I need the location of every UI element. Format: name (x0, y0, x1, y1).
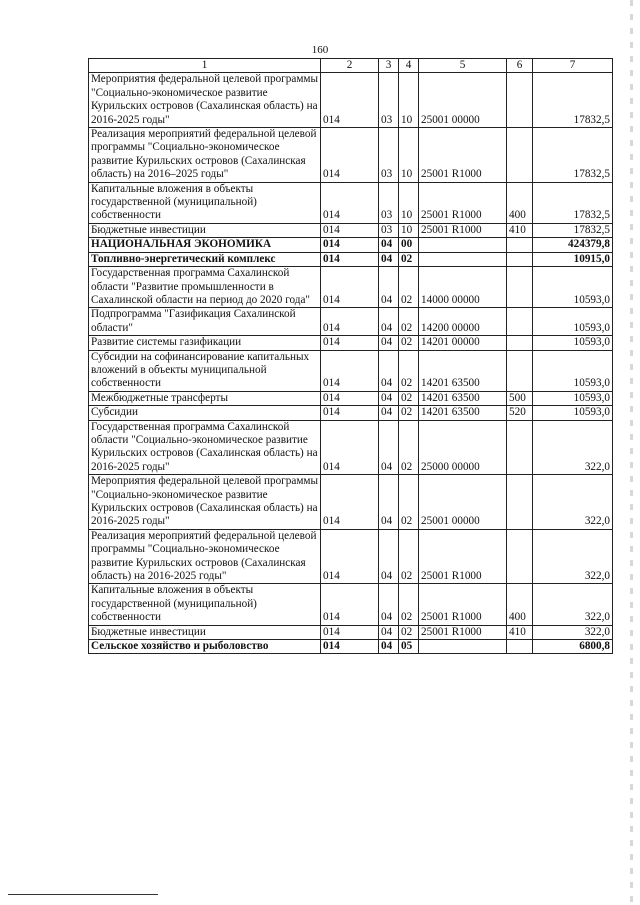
amount-cell: 322,0 (533, 625, 613, 639)
row-name-cell: Капитальные вложения в объекты государственной (муниципальной) собственности (89, 584, 321, 625)
subsection-code-cell: 02 (399, 391, 419, 405)
ministry-code-cell: 014 (321, 475, 379, 530)
ministry-code-cell: 014 (321, 267, 379, 308)
section-code-cell: 03 (379, 128, 399, 183)
subsection-code-cell: 10 (399, 128, 419, 183)
amount-cell: 6800,8 (533, 640, 613, 654)
target-article-cell: 14201 63500 (419, 406, 507, 420)
section-code-cell: 04 (379, 391, 399, 405)
target-article-cell: 14201 00000 (419, 336, 507, 350)
section-code-cell: 04 (379, 308, 399, 336)
row-name-cell: НАЦИОНАЛЬНАЯ ЭКОНОМИКА (89, 238, 321, 252)
subsection-code-cell: 10 (399, 73, 419, 128)
section-code-cell: 04 (379, 529, 399, 584)
ministry-code-cell: 014 (321, 350, 379, 391)
row-name-cell: Капитальные вложения в объекты государственной (муниципальной) собственности (89, 182, 321, 223)
expense-type-cell (507, 252, 533, 266)
scan-edge-marks (630, 0, 633, 905)
footer-rule (8, 894, 158, 895)
subsection-code-cell: 02 (399, 475, 419, 530)
target-article-cell: 25001 00000 (419, 475, 507, 530)
subsection-code-cell: 10 (399, 223, 419, 237)
row-name-cell: Бюджетные инвестиции (89, 625, 321, 639)
target-article-cell: 25001 R1000 (419, 128, 507, 183)
ministry-code-cell: 014 (321, 529, 379, 584)
amount-cell: 10593,0 (533, 267, 613, 308)
expense-type-cell (507, 308, 533, 336)
column-header: 1 (89, 59, 321, 73)
section-code-cell: 04 (379, 625, 399, 639)
section-code-cell: 04 (379, 584, 399, 625)
expense-type-cell: 520 (507, 406, 533, 420)
section-code-cell: 03 (379, 182, 399, 223)
target-article-cell: 25001 R1000 (419, 182, 507, 223)
subsection-code-cell: 02 (399, 267, 419, 308)
amount-cell: 322,0 (533, 529, 613, 584)
target-article-cell: 25001 R1000 (419, 529, 507, 584)
row-name-cell: Субсидии на софинансирование капитальных вложений в объекты муниципальной собственности (89, 350, 321, 391)
table-row (89, 391, 613, 405)
row-name-cell: Государственная программа Сахалинской области "Социально-экономическое развитие Курильских островов (Сахалинская область) на 2016-2025 годы" (89, 420, 321, 475)
section-code-cell: 04 (379, 336, 399, 350)
target-article-cell: 14200 00000 (419, 308, 507, 336)
expense-type-cell (507, 128, 533, 183)
table-row (89, 406, 613, 420)
table-row (89, 420, 613, 475)
section-code-cell: 04 (379, 420, 399, 475)
ministry-code-cell: 014 (321, 625, 379, 639)
ministry-code-cell: 014 (321, 391, 379, 405)
column-header: 5 (419, 59, 507, 73)
table-row (89, 625, 613, 639)
table-row (89, 640, 613, 654)
target-article-cell (419, 238, 507, 252)
row-name-cell: Сельское хозяйство и рыболовство (89, 640, 321, 654)
table-row (89, 475, 613, 530)
subsection-code-cell: 02 (399, 336, 419, 350)
table-row (89, 238, 613, 252)
row-name-cell: Мероприятия федеральной целевой программы "Социально-экономическое развитие Курильских островов (Сахалинская область) на 2016-2025 годы" (89, 475, 321, 530)
column-header: 2 (321, 59, 379, 73)
subsection-code-cell: 02 (399, 420, 419, 475)
section-code-cell: 04 (379, 640, 399, 654)
subsection-code-cell: 02 (399, 350, 419, 391)
column-header: 4 (399, 59, 419, 73)
table-row (89, 223, 613, 237)
expense-type-cell: 500 (507, 391, 533, 405)
budget-table-body (89, 73, 613, 654)
amount-cell: 17832,5 (533, 73, 613, 128)
table-row (89, 73, 613, 128)
expense-type-cell (507, 420, 533, 475)
table-row (89, 128, 613, 183)
subsection-code-cell: 05 (399, 640, 419, 654)
row-name-cell: Реализация мероприятий федеральной целевой программы "Социально-экономическое развитие Курильских островов (Сахалинская область) на 2016-2025 годы" (89, 529, 321, 584)
ministry-code-cell: 014 (321, 238, 379, 252)
amount-cell: 424379,8 (533, 238, 613, 252)
target-article-cell: 14000 00000 (419, 267, 507, 308)
table-row (89, 529, 613, 584)
ministry-code-cell: 014 (321, 308, 379, 336)
amount-cell: 17832,5 (533, 223, 613, 237)
expense-type-cell (507, 350, 533, 391)
expense-type-cell (507, 336, 533, 350)
column-header: 6 (507, 59, 533, 73)
row-name-cell: Мероприятия федеральной целевой программы "Социально-экономическое развитие Курильских островов (Сахалинская область) на 2016-2025 годы" (89, 73, 321, 128)
row-name-cell: Топливно-энергетический комплекс (89, 252, 321, 266)
column-header: 7 (533, 59, 613, 73)
row-name-cell: Субсидии (89, 406, 321, 420)
target-article-cell: 25001 R1000 (419, 625, 507, 639)
column-header: 3 (379, 59, 399, 73)
expense-type-cell: 400 (507, 182, 533, 223)
target-article-cell: 14201 63500 (419, 350, 507, 391)
ministry-code-cell: 014 (321, 252, 379, 266)
row-name-cell: Межбюджетные трансферты (89, 391, 321, 405)
section-code-cell: 04 (379, 475, 399, 530)
row-name-cell: Бюджетные инвестиции (89, 223, 321, 237)
table-row (89, 252, 613, 266)
amount-cell: 10915,0 (533, 252, 613, 266)
amount-cell: 17832,5 (533, 182, 613, 223)
budget-table (88, 58, 613, 654)
table-row (89, 182, 613, 223)
expense-type-cell: 410 (507, 625, 533, 639)
row-name-cell: Подпрограмма "Газификация Сахалинской области" (89, 308, 321, 336)
page-number: 160 (311, 44, 329, 56)
row-name-cell: Реализация мероприятий федеральной целевой программы "Социально-экономическое развитие Курильских островов (Сахалинская область) на 2016–2025 годы" (89, 128, 321, 183)
ministry-code-cell: 014 (321, 640, 379, 654)
amount-cell: 17832,5 (533, 128, 613, 183)
subsection-code-cell: 02 (399, 625, 419, 639)
ministry-code-cell: 014 (321, 584, 379, 625)
target-article-cell (419, 640, 507, 654)
amount-cell: 10593,0 (533, 336, 613, 350)
amount-cell: 10593,0 (533, 391, 613, 405)
table-row (89, 350, 613, 391)
section-code-cell: 04 (379, 252, 399, 266)
section-code-cell: 03 (379, 73, 399, 128)
row-name-cell: Государственная программа Сахалинской области "Развитие промышленности в Сахалинской области на период до 2020 года" (89, 267, 321, 308)
ministry-code-cell: 014 (321, 223, 379, 237)
ministry-code-cell: 014 (321, 336, 379, 350)
amount-cell: 10593,0 (533, 406, 613, 420)
ministry-code-cell: 014 (321, 182, 379, 223)
section-code-cell: 04 (379, 350, 399, 391)
amount-cell: 322,0 (533, 584, 613, 625)
section-code-cell: 03 (379, 223, 399, 237)
subsection-code-cell: 00 (399, 238, 419, 252)
row-name-cell: Развитие системы газификации (89, 336, 321, 350)
amount-cell: 10593,0 (533, 350, 613, 391)
subsection-code-cell: 02 (399, 584, 419, 625)
subsection-code-cell: 02 (399, 252, 419, 266)
subsection-code-cell: 02 (399, 529, 419, 584)
expense-type-cell (507, 529, 533, 584)
expense-type-cell (507, 267, 533, 308)
subsection-code-cell: 10 (399, 182, 419, 223)
amount-cell: 10593,0 (533, 308, 613, 336)
target-article-cell: 25001 R1000 (419, 584, 507, 625)
table-row (89, 267, 613, 308)
amount-cell: 322,0 (533, 475, 613, 530)
section-code-cell: 04 (379, 238, 399, 252)
ministry-code-cell: 014 (321, 420, 379, 475)
target-article-cell: 25000 00000 (419, 420, 507, 475)
subsection-code-cell: 02 (399, 308, 419, 336)
section-code-cell: 04 (379, 406, 399, 420)
table-row (89, 308, 613, 336)
table-row (89, 336, 613, 350)
expense-type-cell: 410 (507, 223, 533, 237)
target-article-cell: 25001 R1000 (419, 223, 507, 237)
target-article-cell: 14201 63500 (419, 391, 507, 405)
target-article-cell (419, 252, 507, 266)
subsection-code-cell: 02 (399, 406, 419, 420)
expense-type-cell: 400 (507, 584, 533, 625)
ministry-code-cell: 014 (321, 406, 379, 420)
expense-type-cell (507, 640, 533, 654)
expense-type-cell (507, 238, 533, 252)
ministry-code-cell: 014 (321, 73, 379, 128)
section-code-cell: 04 (379, 267, 399, 308)
target-article-cell: 25001 00000 (419, 73, 507, 128)
column-header-row (89, 59, 613, 73)
ministry-code-cell: 014 (321, 128, 379, 183)
expense-type-cell (507, 475, 533, 530)
amount-cell: 322,0 (533, 420, 613, 475)
table-row (89, 584, 613, 625)
expense-type-cell (507, 73, 533, 128)
